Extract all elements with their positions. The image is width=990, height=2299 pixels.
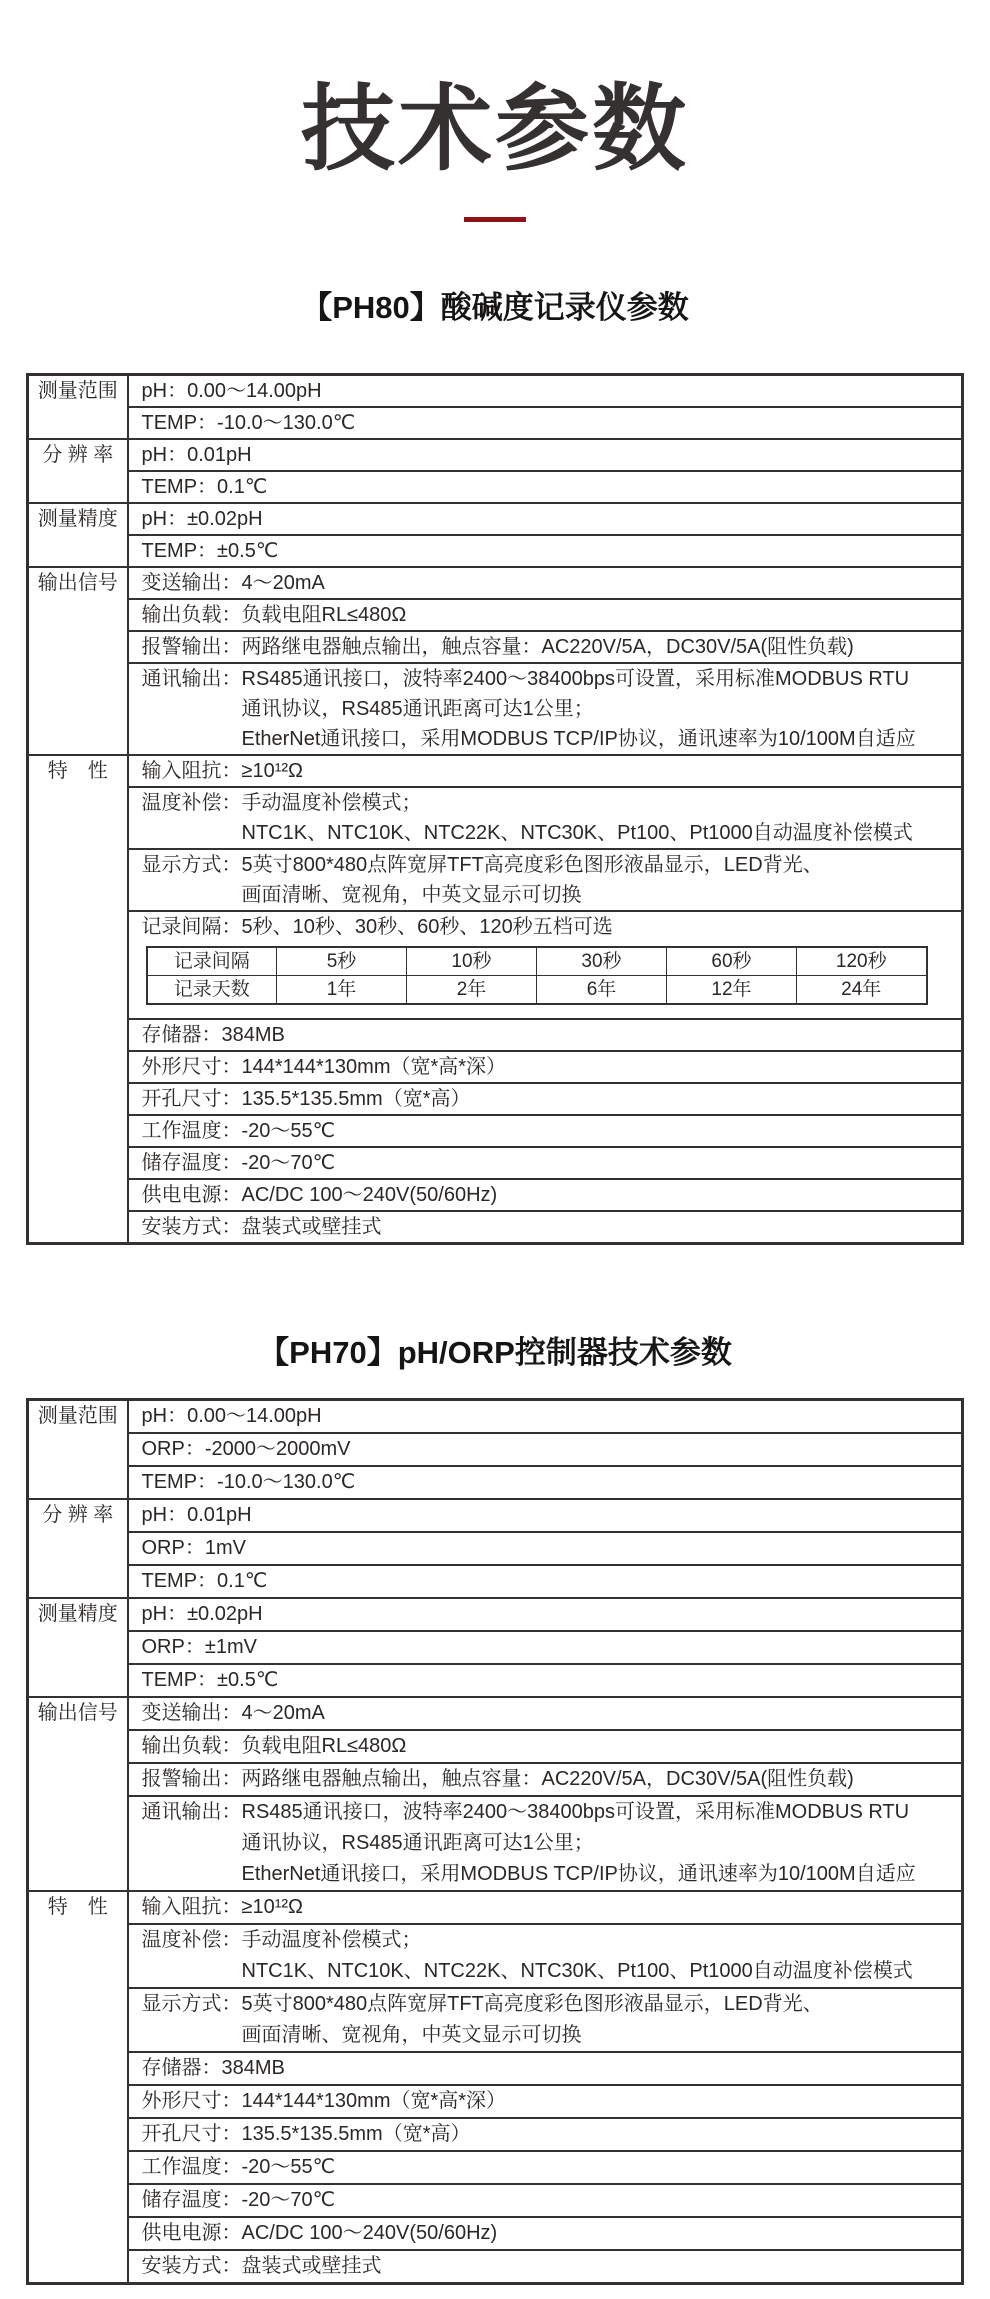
spec-row [28,503,963,535]
spec-value-cell [128,2085,963,2118]
spec-group-label: 输出信号 [28,1697,128,1891]
spec-text-line: ORP：1mV [141,1536,246,1559]
spec-text-line: TEMP：±0.5℃ [141,539,279,562]
spec-value-cell [128,1399,963,1433]
spec-row [28,374,963,407]
spec-value-cell [128,849,963,911]
spec-text-line: 通讯协议，RS485通讯距离可达1公里； [241,1831,594,1854]
ph70-subtitle: 【PH70】pH/ORP控制器技术参数 [258,1334,732,1370]
record-table-cell: 记录天数 [147,975,277,1004]
spec-value-cell [128,567,963,599]
spec-row [28,1631,963,1664]
spec-value-cell [128,1631,963,1664]
spec-value-cell [128,1211,963,1244]
spec-value-cell [128,1499,963,1532]
spec-value-cell [128,1664,963,1697]
spec-group-label: 测量范围 [28,1399,128,1499]
spec-group-label: 测量精度 [28,1598,128,1697]
spec-value-cell [128,374,963,407]
spec-row [28,1598,963,1631]
spec-text-line: 通讯输出：RS485通讯接口，波特率2400～38400bps可设置，采用标准MODBUS RTU [141,1800,910,1823]
spec-text-line: 储存温度：-20～70℃ [141,1151,336,1174]
spec-row [28,1796,963,1891]
spec-value-cell [128,407,963,439]
spec-text-line: 报警输出：两路继电器触点输出，触点容量：AC220V/5A，DC30V/5A(阻性负载) [141,1767,854,1790]
spec-text-line: 画面清晰、宽视角，中英文显示可切换 [241,2023,582,2046]
spec-text-line: TEMP：0.1℃ [141,1569,268,1592]
spec-text-line: 安装方式：盘装式或壁挂式 [141,1215,382,1238]
page-title: 技术参数 [300,76,689,181]
spec-row [28,1147,963,1179]
spec-text-line: 存储器：384MB [141,1023,285,1046]
record-table-cell: 5秒 [277,947,407,976]
spec-text-line: 开孔尺寸：135.5*135.5mm（宽*高） [141,1087,471,1110]
record-interval-table [146,946,928,1005]
spec-value-cell [128,1598,963,1631]
spec-text-line: 供电电源：AC/DC 100～240V(50/60Hz) [141,2221,498,2244]
spec-value-cell [128,1179,963,1211]
spec-text-line: 开孔尺寸：135.5*135.5mm（宽*高） [141,2122,471,2145]
record-table-cell: 2年 [407,975,537,1004]
spec-text-line: 工作温度：-20～55℃ [141,2155,336,2178]
spec-row [28,1051,963,1083]
spec-row [28,1179,963,1211]
spec-value-cell [128,2151,963,2184]
spec-row [28,631,963,663]
spec-value-cell [128,2118,963,2151]
spec-row [28,1730,963,1763]
spec-value-cell [128,2250,963,2284]
spec-value-cell [128,1697,963,1730]
spec-text-line: pH：0.01pH [141,443,252,466]
record-table-row [147,975,927,1004]
spec-text-line: 储存温度：-20～70℃ [141,2188,336,2211]
spec-text-line: 外形尺寸：144*144*130mm（宽*高*深） [141,1055,507,1078]
spec-row [28,1019,963,1051]
spec-text-line: 外形尺寸：144*144*130mm（宽*高*深） [141,2089,507,2112]
spec-text-line: ORP：±1mV [141,1635,257,1658]
spec-text-line: 画面清晰、宽视角，中英文显示可切换 [241,883,582,906]
spec-text-line: 安装方式：盘装式或壁挂式 [141,2254,382,2277]
spec-text-line: pH：±0.02pH [141,1602,263,1625]
spec-row [28,2217,963,2250]
spec-value-cell [128,2184,963,2217]
spec-row [28,787,963,849]
spec-row [28,471,963,503]
spec-row [28,2052,963,2085]
spec-row [28,1763,963,1796]
spec-row [28,1433,963,1466]
spec-text-line: 通讯协议，RS485通讯距离可达1公里； [241,697,594,720]
spec-value-cell [128,663,963,755]
spec-text-line: pH：±0.02pH [141,507,263,530]
spec-group-label: 测量精度 [28,503,128,567]
spec-row [28,1924,963,1988]
spec-text-line: 工作温度：-20～55℃ [141,1119,336,1142]
spec-text-line: TEMP：±0.5℃ [141,1668,279,1691]
spec-text-line: 变送输出：4～20mA [141,1701,325,1724]
spec-text-line: 输出负载：负载电阻RL≤480Ω [141,1734,407,1757]
record-table-cell: 6年 [537,975,667,1004]
spec-value-cell [128,535,963,567]
spec-row [28,911,963,1019]
spec-text-line: ORP：-2000～2000mV [141,1437,351,1460]
spec-text-line: 显示方式：5英寸800*480点阵宽屏TFT高亮度彩色图形液晶显示，LED背光、 [141,853,823,876]
spec-text-line: 变送输出：4～20mA [141,571,325,594]
spec-value-cell [128,2052,963,2085]
spec-value-cell [128,1051,963,1083]
spec-text-line: EtherNet通讯接口，采用MODBUS TCP/IP协议，通讯速率为10/100M自适应 [241,727,916,750]
spec-text-line: TEMP：0.1℃ [141,475,268,498]
spec-value-cell [128,1147,963,1179]
spec-text-line: pH：0.01pH [141,1503,252,1526]
spec-row [28,849,963,911]
spec-group-label: 输出信号 [28,567,128,755]
spec-text-line: TEMP：-10.0～130.0℃ [141,411,356,434]
ph80-subtitle: 【PH80】酸碱度记录仪参数 [301,289,689,325]
ph80-section [0,282,990,1245]
spec-text-line: 温度补偿：手动温度补偿模式； [141,791,422,814]
spec-group-label: 测量范围 [28,374,128,439]
spec-value-cell [128,787,963,849]
record-table-cell: 30秒 [537,947,667,976]
spec-text-line: 输出负载：负载电阻RL≤480Ω [141,603,407,626]
spec-value-cell [128,1891,963,1924]
spec-value-cell [128,1924,963,1988]
spec-row [28,1697,963,1730]
spec-text-line: 输入阻抗：≥10¹²Ω [141,1895,303,1918]
spec-text-line: EtherNet通讯接口，采用MODBUS TCP/IP协议，通讯速率为10/100M自适应 [241,1862,916,1885]
spec-value-cell [128,1466,963,1499]
spec-text-line: pH：0.00～14.00pH [141,379,322,402]
record-table-cell: 记录间隔 [147,947,277,976]
spec-row [28,407,963,439]
spec-row [28,2151,963,2184]
spec-value-cell [128,439,963,471]
spec-row [28,1466,963,1499]
spec-value-cell [128,1019,963,1051]
spec-value-cell [128,503,963,535]
spec-text-line: 温度补偿：手动温度补偿模式； [141,1928,422,1951]
spec-row [28,2250,963,2284]
spec-value-cell [128,755,963,787]
spec-row [28,2085,963,2118]
spec-value-cell [128,2217,963,2250]
spec-text-line: 报警输出：两路继电器触点输出，触点容量：AC220V/5A，DC30V/5A(阻性负载) [141,635,854,658]
spec-value-cell [128,911,963,1019]
spec-group-label: 分 辨 率 [28,1499,128,1598]
spec-text-line: 显示方式：5英寸800*480点阵宽屏TFT高亮度彩色图形液晶显示，LED背光、 [141,1992,823,2015]
spec-text-line: 通讯输出：RS485通讯接口，波特率2400～38400bps可设置，采用标准MODBUS RTU [141,667,910,690]
spec-value-cell [128,631,963,663]
spec-row [28,1664,963,1697]
spec-group-label: 特 性 [28,755,128,1244]
spec-text-line: 供电电源：AC/DC 100～240V(50/60Hz) [141,1183,498,1206]
title-accent-line [464,217,526,222]
spec-group-label: 分 辨 率 [28,439,128,503]
spec-value-cell [128,1730,963,1763]
spec-text-line: 存储器：384MB [141,2056,285,2079]
spec-text-line: 输入阻抗：≥10¹²Ω [141,759,303,782]
ph80-spec-table [26,373,964,1245]
spec-row [28,599,963,631]
spec-text-line: NTC1K、NTC10K、NTC22K、NTC30K、Pt100、Pt1000自动温度补偿模式 [241,821,913,844]
spec-value-cell [128,1565,963,1598]
spec-row [28,1988,963,2052]
spec-row [28,1532,963,1565]
spec-row [28,567,963,599]
spec-value-cell [128,1796,963,1891]
record-table-cell: 12年 [667,975,797,1004]
spec-row [28,755,963,787]
spec-text-line: pH：0.00～14.00pH [141,1404,322,1427]
spec-value-cell [128,599,963,631]
spec-value-cell [128,1083,963,1115]
spec-value-cell [128,1988,963,2052]
spec-text-line: NTC1K、NTC10K、NTC22K、NTC30K、Pt100、Pt1000自动温度补偿模式 [241,1959,913,1982]
spec-row [28,1083,963,1115]
spec-value-cell [128,1763,963,1796]
record-table-cell: 10秒 [407,947,537,976]
spec-row [28,535,963,567]
spec-row [28,1891,963,1924]
ph70-section [0,1327,990,2285]
spec-row [28,1211,963,1244]
record-table-cell: 120秒 [797,947,927,976]
spec-row [28,439,963,471]
spec-value-cell [128,1115,963,1147]
spec-group-label: 特 性 [28,1891,128,2284]
spec-value-cell [128,471,963,503]
spec-row [28,1115,963,1147]
spec-row [28,1499,963,1532]
record-table-cell: 1年 [277,975,407,1004]
record-table-cell: 60秒 [667,947,797,976]
record-table-cell: 24年 [797,975,927,1004]
spec-text-line: TEMP：-10.0～130.0℃ [141,1470,356,1493]
spec-value-cell [128,1532,963,1565]
spec-value-cell [128,1433,963,1466]
spec-row [28,2118,963,2151]
record-table-row [147,947,927,976]
spec-row [28,1399,963,1433]
spec-text-line: 记录间隔：5秒、10秒、30秒、60秒、120秒五档可选 [141,915,613,938]
ph70-spec-table [26,1398,964,2285]
spec-row [28,2184,963,2217]
spec-row [28,663,963,755]
spec-row [28,1565,963,1598]
